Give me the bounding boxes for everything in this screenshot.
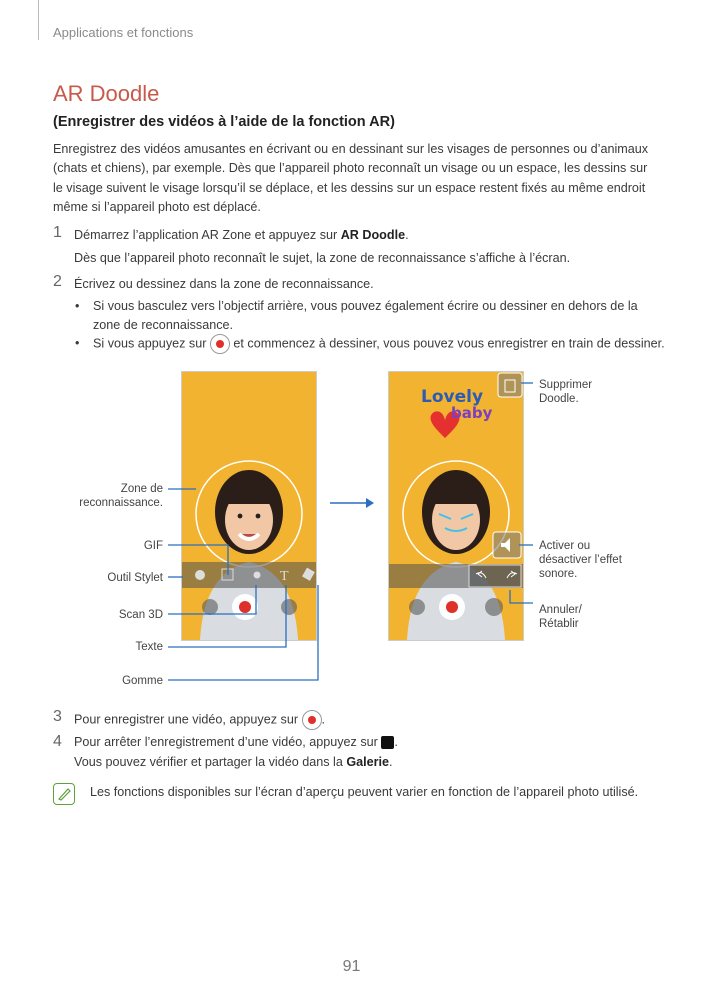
stop-icon: [381, 736, 394, 749]
text-tool-glyph: T: [280, 569, 289, 584]
record-icon: [302, 710, 322, 730]
label-supprimer-doodle: [539, 378, 592, 406]
label-suppr-line1: Supprimer: [539, 379, 593, 391]
page-number: 91: [342, 958, 361, 975]
label-annuler-retablir: [539, 603, 582, 631]
step-1-text-b: .: [405, 228, 409, 242]
doodle-word-baby: baby: [451, 404, 493, 422]
step-4-sub-a: Vous pouvez vérifier et partager la vidéo dans la: [74, 755, 347, 769]
bullet-dot: •: [75, 299, 80, 313]
page-title: AR Doodle: [53, 81, 160, 106]
step-1-bold: AR Doodle: [340, 228, 406, 242]
label-son-line1: Activer ou: [539, 540, 591, 552]
label-annul-line2: Rétablir: [539, 618, 579, 630]
page-subtitle: (Enregistrer des vidéos à l’aide de la fonction AR): [53, 114, 395, 130]
bullet-dot: •: [75, 336, 80, 350]
step-3-text-end: .: [321, 712, 326, 727]
step-2-text: Écrivez ou dessinez dans la zone de reconnaissance.: [74, 277, 374, 291]
label-outil-stylet: Outil Stylet: [107, 572, 163, 584]
step-4-text-a: Pour arrêter l’enregistrement d’une vidéo, appuyez sur: [74, 735, 382, 749]
label-annul-line1: Annuler/: [539, 604, 582, 616]
label-zone-line1: Zone de: [120, 483, 163, 495]
step-3-text-a: Pour enregistrer une vidéo, appuyez sur: [74, 712, 302, 727]
step-1-text-a: Démarrez l’application AR Zone et appuyez sur: [74, 228, 341, 242]
step-4-sub-b: .: [389, 755, 393, 769]
label-zone-reconnaissance: [70, 482, 163, 510]
step-number-4: 4: [53, 733, 62, 750]
intro-paragraph: Enregistrez des vidéos amusantes en écrivant ou en dessinant sur les visages de personnes ou d’animaux (chats et chiens), par exemple. Dès que l’appareil photo reconnaît un visage ou un espace, les dessins sur le visage suivent le visage lorsqu’il se déplace, et les dessins sur un espace restent fixés au même endroit même si l’appareil photo est déplacé.: [53, 142, 649, 215]
step-number-1: 1: [53, 224, 62, 241]
label-gomme: Gomme: [122, 675, 163, 687]
label-texte: Texte: [135, 641, 163, 653]
label-effet-sonore: [539, 539, 622, 581]
bullet-2-text-b: et commencez à dessiner, vous pouvez vous enregistrer en train de dessiner.: [229, 336, 665, 351]
label-gif: GIF: [143, 540, 163, 552]
doodle-word-lovely: Lovely: [421, 387, 484, 407]
label-zone-line2: reconnaissance.: [79, 497, 163, 509]
step-4-text: [74, 735, 398, 749]
label-son-line2: désactiver l’effet: [539, 554, 622, 566]
label-suppr-line2: Doodle.: [539, 393, 579, 405]
step-1-subtext: Dès que l’appareil photo reconnaît le sujet, la zone de reconnaissance s’affiche à l’écran.: [74, 251, 571, 265]
bullet-1-text: Si vous basculez vers l’objectif arrière, vous pouvez également écrire ou dessiner en dehors de la zone de reconnaissance.: [93, 299, 638, 332]
section-header: Applications et fonctions: [53, 25, 194, 40]
note-text: Les fonctions disponibles sur l’écran d’aperçu peuvent varier en fonction de l’appareil photo utilisé.: [90, 785, 639, 799]
label-scan-3d: Scan 3D: [118, 609, 163, 621]
note-icon: [53, 783, 75, 805]
step-number-3: 3: [53, 708, 62, 725]
step-4-subtext: [74, 755, 393, 769]
step-3-text: [74, 710, 325, 730]
step-number-2: 2: [53, 273, 62, 290]
bullet-2-text-a: Si vous appuyez sur: [93, 336, 210, 351]
note-pencil-icon: [54, 784, 74, 804]
step-4-text-end: .: [394, 735, 398, 749]
step-4-sub-bold: Galerie: [346, 755, 390, 769]
label-son-line3: sonore.: [539, 568, 578, 580]
